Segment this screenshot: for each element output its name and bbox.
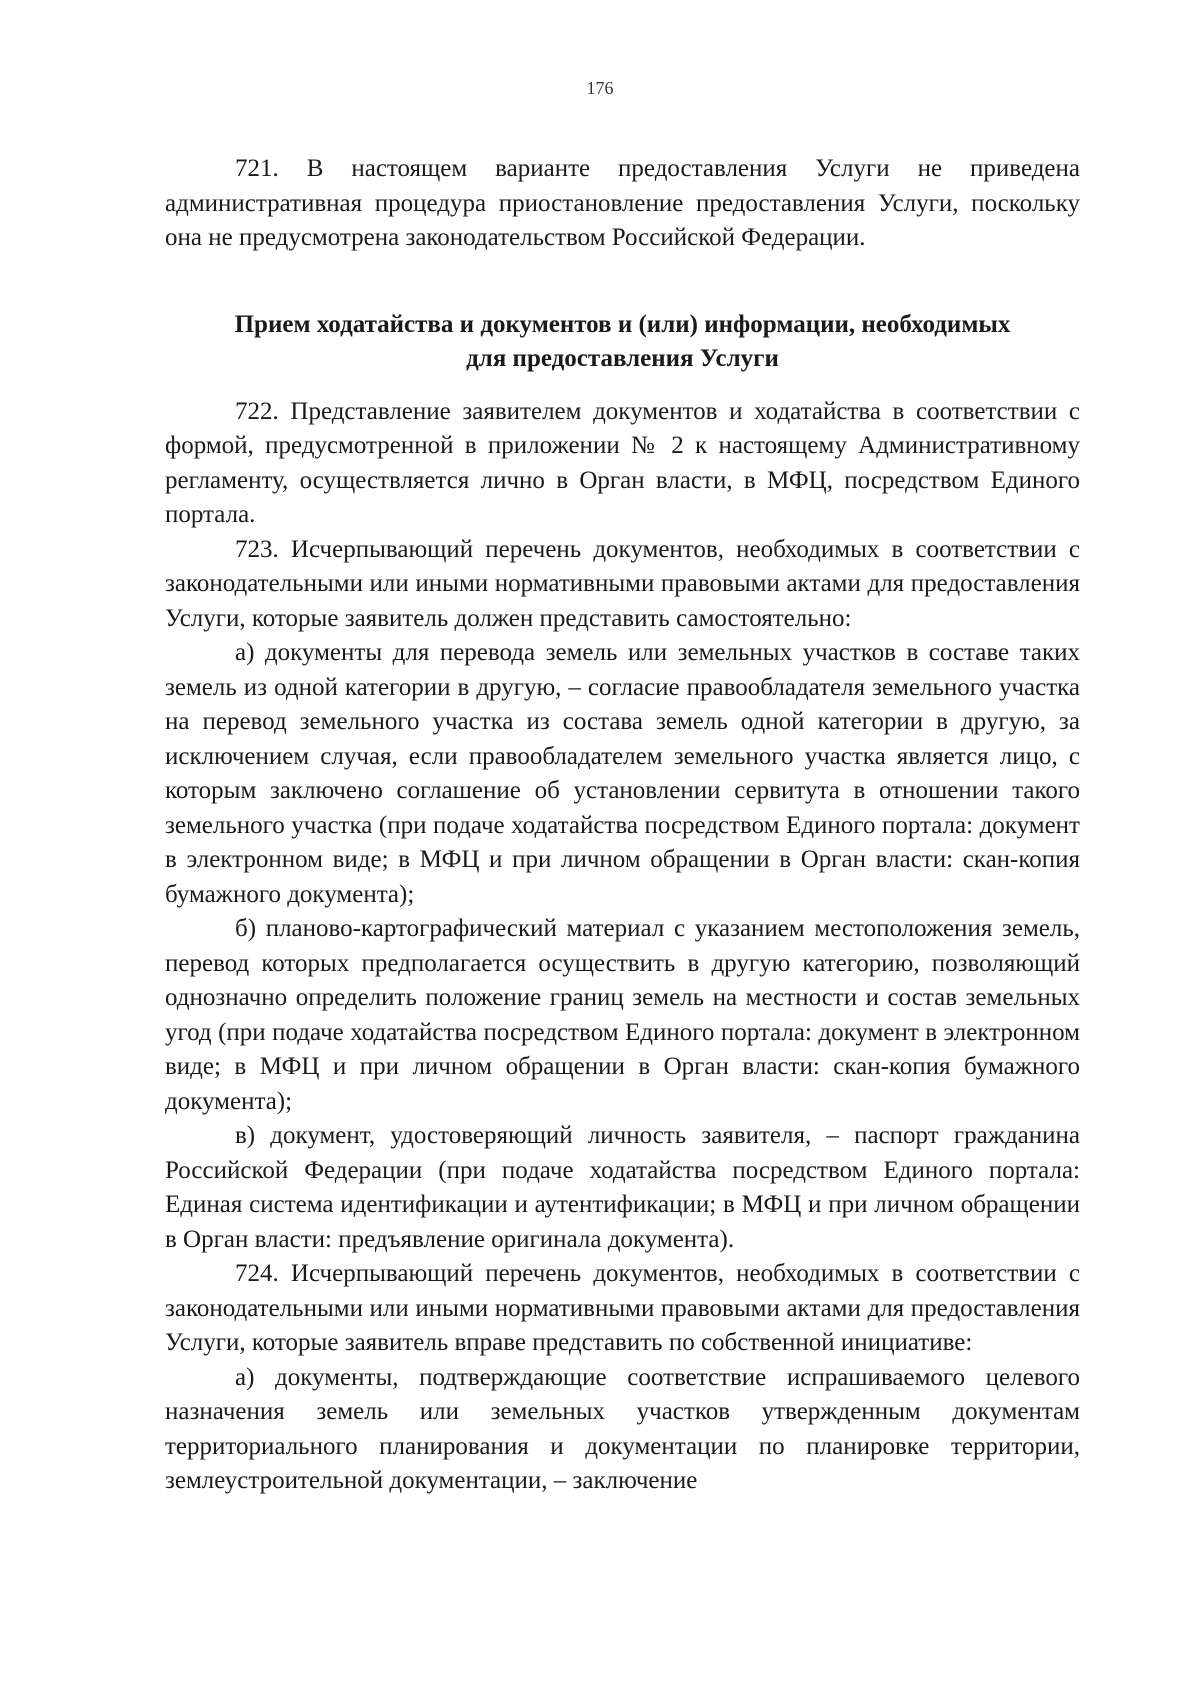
paragraph-723-b: б) планово-картографический материал с указанием местоположения земель, перевод которых предполагается осуществить в другую категорию, позволяющий однозначно определить положение границ земель на местности и состав земельных угод (при подаче ходатайства посредством Единого портала: документ в электронном виде; в МФЦ и при личном обращении в Орган власти: скан-копия бумажного документа); (165, 915, 1080, 1115)
document-body (165, 152, 1080, 1499)
section-heading-line-1: Прием ходатайства и документов и (или) информации, необходимых (234, 310, 1011, 338)
paragraph-723-v: в) документ, удостоверяющий личность заявителя, – паспорт гражданина Российской Федерации (при подаче ходатайства посредством Единого портала: Единая система идентификации и аутентификации; в МФЦ и при личном обращении в Орган власти: предъявление оригинала документа). (165, 1122, 1080, 1253)
paragraph-723: 723. Исчерпывающий перечень документов, необходимых в соответствии с законодательными или иными нормативными правовыми актами для предоставления Услуги, которые заявитель должен представить самостоятельно: (165, 535, 1080, 632)
paragraph-723-a: а) документы для перевода земель или земельных участков в составе таких земель из одной категории в другую, – согласие правообладателя земельного участка на перевод земельного участка из состава земель одной категории в другую, за исключением случая, если правообладателем земельного участка является лицо, с которым заключено соглашение об установлении сервитута в отношении такого земельного участка (при подаче ходатайства посредством Единого портала: документ в электронном виде; в МФЦ и при личном обращении в Орган власти: скан-копия бумажного документа); (165, 639, 1080, 908)
paragraph-721: 721. В настоящем варианте предоставления Услуги не приведена административная процедура приостановление предоставления Услуги, поскольку она не предусмотрена законодательством Российской Федерации. (165, 155, 1080, 251)
paragraph-724-a: а) документы, подтверждающие соответствие испрашиваемого целевого назначения земель или земельных участков утвержденным документам территориального планирования и документации по планировке территории, землеустроительной документации, – заключение (165, 1363, 1080, 1494)
paragraph-722: 722. Представление заявителем документов и ходатайства в соответствии с формой, предусмотренной в приложении № 2 к настоящему Административному регламенту, осуществляется лично в Орган власти, в МФЦ, посредством Единого портала. (165, 397, 1080, 528)
page-number: 176 (586, 78, 614, 98)
section-heading-line-2: для предоставления Услуги (466, 345, 779, 372)
section-heading (165, 308, 1080, 377)
paragraph-724: 724. Исчерпывающий перечень документов, необходимых в соответствии с законодательными или иными нормативными правовыми актами для предоставления Услуги, которые заявитель вправе представить по собственной инициативе: (165, 1260, 1080, 1356)
